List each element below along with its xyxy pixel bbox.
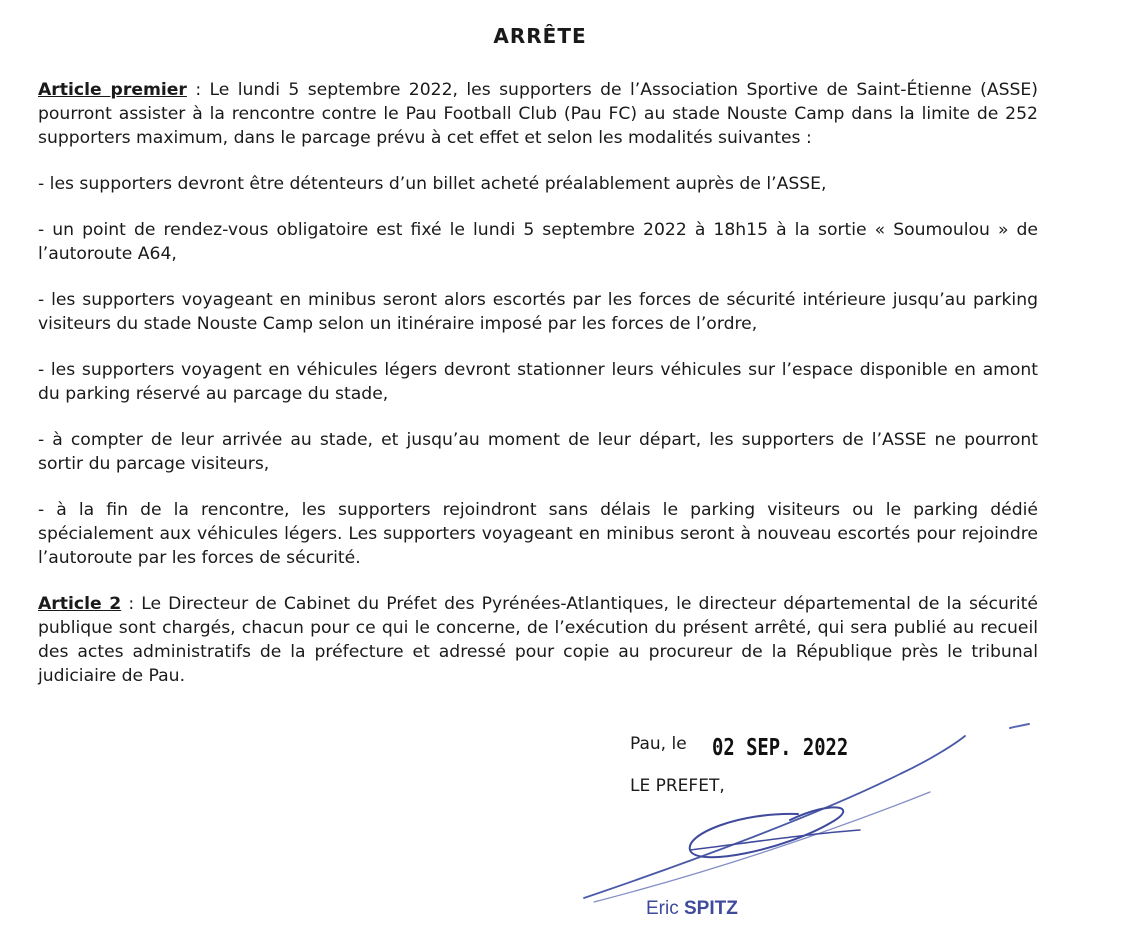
article-2-text: : Le Directeur de Cabinet du Préfet des Pyrénées-Atlantiques, le directeur départemental de la sécurité publique sont chargés, chacun pour ce qui le concerne, de l’exécution du présent arrêté, qui sera publié au recueil des actes administratifs de la préfecture et adressé pour copie au procureur de la République près le tribunal judiciaire de Pau. — [38, 594, 1038, 686]
list-item: - les supporters voyageant en minibus seront alors escortés par les forces de sécurité intérieure jusqu’au parking visiteurs du stade Nouste Camp selon un itinéraire imposé par les forces de l’ordre, — [38, 290, 1038, 334]
signature-block — [630, 732, 1070, 932]
list-item: - les supporters voyagent en véhicules légers devront stationner leurs véhicules sur l’espace disponible en amont du parking réservé au parcage du stade, — [38, 360, 1038, 404]
document-title: ARRÊTE — [493, 24, 587, 48]
signatory-first-name: Eric — [646, 898, 684, 919]
list-item: - les supporters devront être détenteurs d’un billet acheté préalablement auprès de l’ASSE, — [38, 174, 827, 194]
signatory-last-name: SPITZ — [684, 898, 738, 919]
article-2 — [38, 592, 1038, 688]
list-item: - à la fin de la rencontre, les supporters rejoindront sans délais le parking visiteurs ou le parking dédié spécialement aux véhicules légers. Les supporters voyageant en minibus seront à nouveau escortés pour rejoindre l’autoroute par les forces de sécurité. — [38, 500, 1038, 568]
date-stamp: 02 SEP. 2022 — [712, 735, 849, 761]
signatory-role: LE PREFET, — [630, 776, 725, 796]
article-premier-label: Article premier — [38, 80, 187, 100]
article-premier-text: : Le lundi 5 septembre 2022, les supporters de l’Association Sportive de Saint-Étienne (ASSE) pourront assister à la rencontre contre le Pau Football Club (Pau FC) au stade Nouste Camp dans la limite de 252 supporters maximum, dans le parcage prévu à cet effet et selon les modalités suivantes : — [38, 80, 1038, 148]
article-premier — [38, 78, 1038, 150]
list-item: - à compter de leur arrivée au stade, et jusqu’au moment de leur départ, les supporters de l’ASSE ne pourront sortir du parcage visiteurs, — [38, 430, 1038, 474]
signatory-name — [646, 898, 738, 920]
article-2-label: Article 2 — [38, 594, 122, 614]
document-body — [38, 78, 1038, 710]
list-item: - un point de rendez-vous obligatoire est fixé le lundi 5 septembre 2022 à 18h15 à la sortie « Soumoulou » de l’autoroute A64, — [38, 220, 1038, 264]
signature-place: Pau, le — [630, 734, 687, 754]
